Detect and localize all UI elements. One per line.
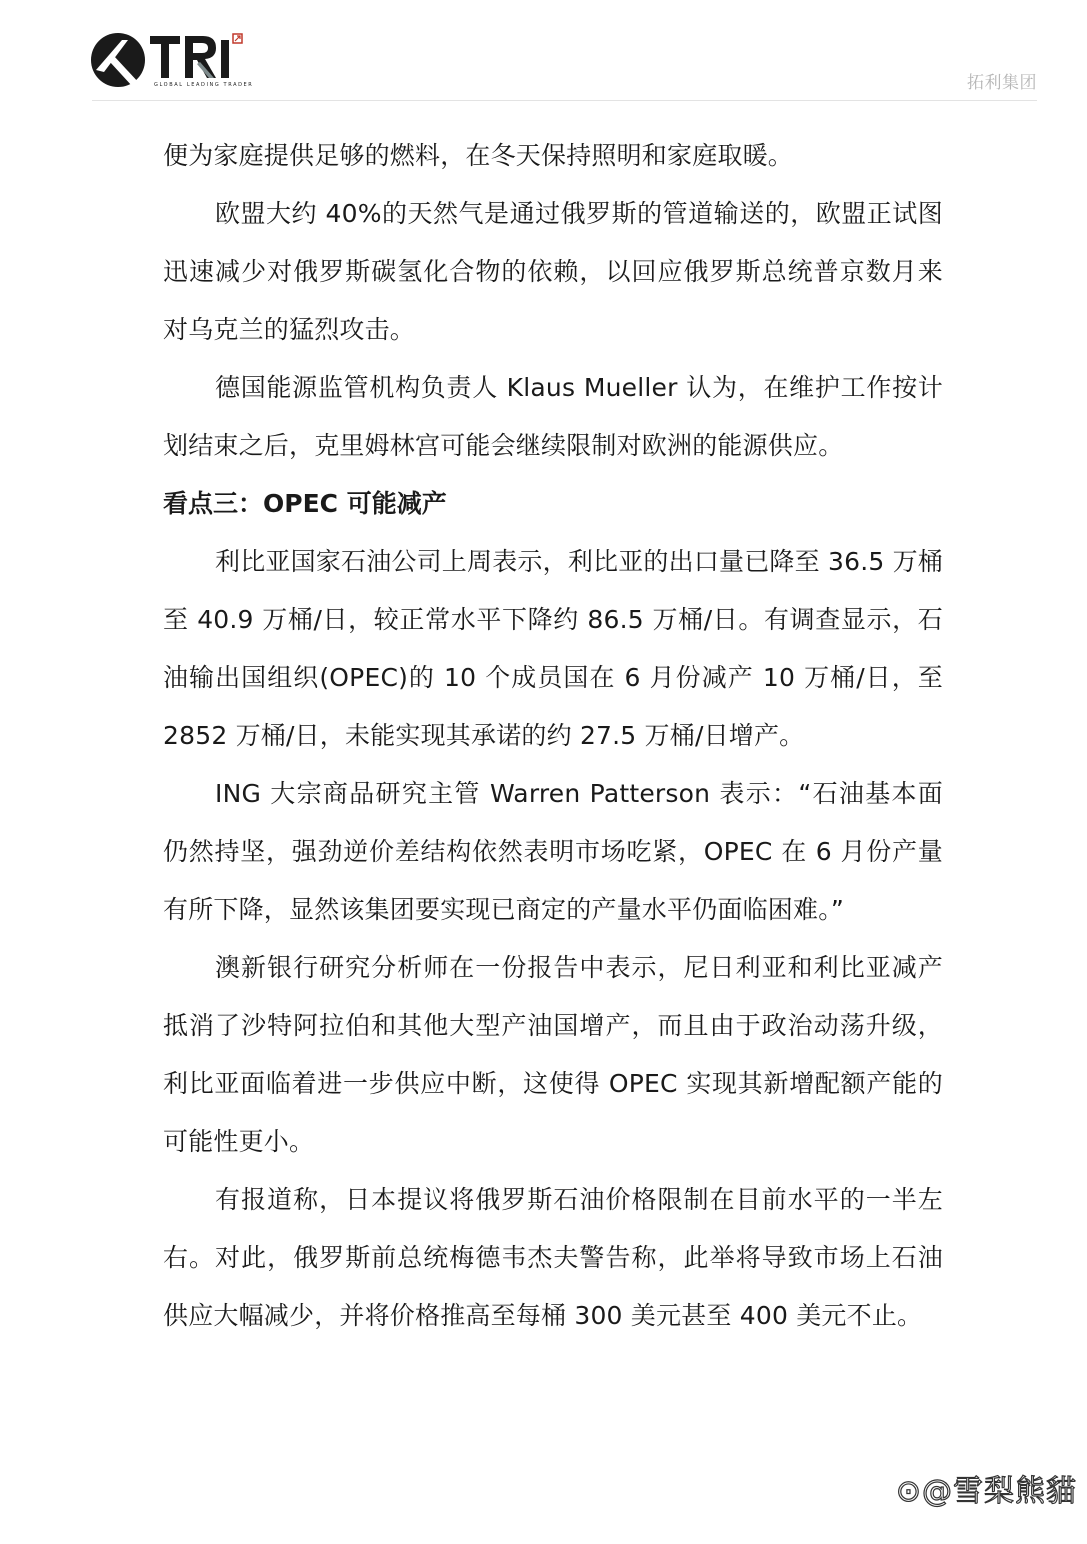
watermark-text: @雪梨熊貓 — [922, 1474, 1077, 1509]
paragraph: ING 大宗商品研究主管 Warren Patterson 表示：“石油基本面仍然持坚，强劲逆价差结构依然表明市场吃紧，OPEC 在 6 月份产量有所下降，显然该集团要实现已商定的产量水平仍面临困难。” — [163, 779, 943, 924]
tri-logo — [88, 26, 258, 94]
section-heading: 看点三：OPEC 可能减产 — [163, 489, 447, 518]
watermark — [896, 1466, 1077, 1510]
paragraph: 利比亚国家石油公司上周表示，利比亚的出口量已降至 36.5 万桶至 40.9 万桶/日，较正常水平下降约 86.5 万桶/日。有调查显示，石油输出国组织(OPEC)的 10 个成员国在 6 月份减产 10 万桶/日，至 2852 万桶/日，未能实现其承诺的约 27.5 万桶/日增产。 — [163, 547, 943, 750]
paragraph: 德国能源监管机构负责人 Klaus Mueller 认为，在维护工作按计划结束之后，克里姆林宫可能会继续限制对欧洲的能源供应。 — [163, 373, 943, 460]
paragraph: 便为家庭提供足够的燃料，在冬天保持照明和家庭取暖。 — [163, 141, 794, 170]
xueqiu-logo-icon: ⊙ — [895, 1474, 922, 1509]
company-name: 拓利集团 — [967, 73, 1037, 93]
header-divider — [92, 100, 1037, 101]
page-header — [0, 0, 1087, 102]
paragraph: 澳新银行研究分析师在一份报告中表示，尼日利亚和利比亚减产抵消了沙特阿拉伯和其他大型产油国增产，而且由于政治动荡升级，利比亚面临着进一步供应中断，这使得 OPEC 实现其新增配额产能的可能性更小。 — [163, 953, 943, 1156]
paragraph: 欧盟大约 40%的天然气是通过俄罗斯的管道输送的，欧盟正试图迅速减少对俄罗斯碳氢化合物的依赖，以回应俄罗斯总统普京数月来对乌克兰的猛烈攻击。 — [163, 199, 943, 344]
paragraph: 有报道称，日本提议将俄罗斯石油价格限制在目前水平的一半左右。对此，俄罗斯前总统梅德韦杰夫警告称，此举将导致市场上石油供应大幅减少，并将价格推高至每桶 300 美元甚至 400 美元不止。 — [163, 1185, 943, 1330]
logo-tagline: GLOBAL LEADING TRADER — [154, 82, 254, 88]
article-body — [163, 127, 943, 1345]
